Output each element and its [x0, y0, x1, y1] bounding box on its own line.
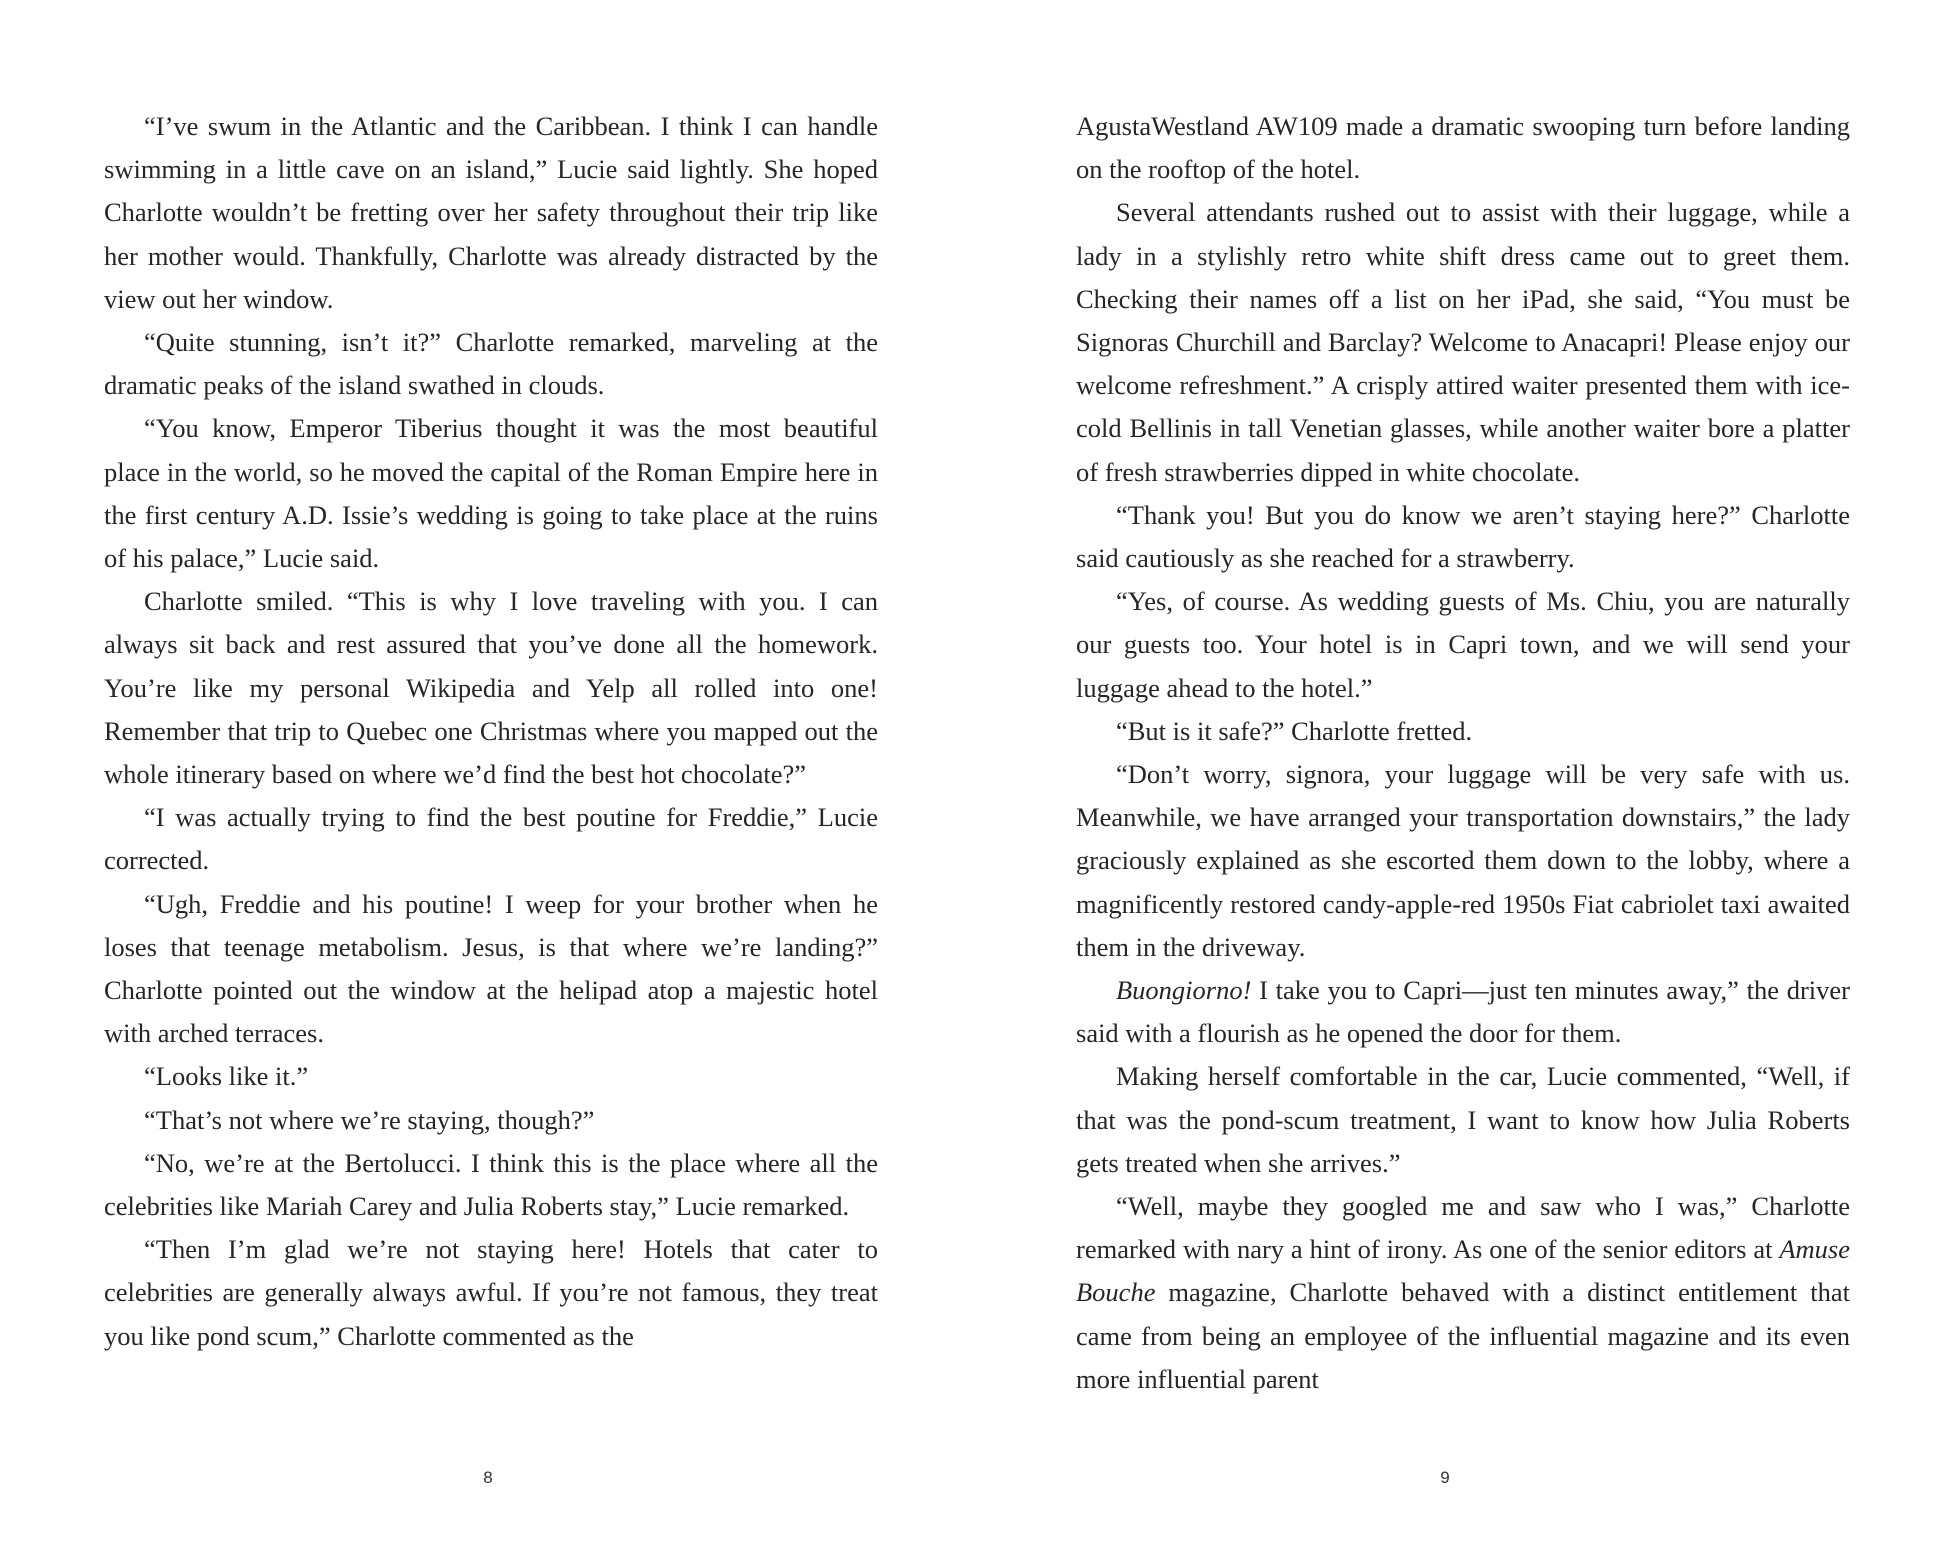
page-number: 9 [1440, 1468, 1450, 1487]
paragraph: “Quite stunning, isn’t it?” Charlotte remarked, marveling at the dramatic peaks of the island swathed in clouds. [104, 327, 878, 401]
paragraph: Making herself comfortable in the car, Lucie commented, “Well, if that was the pond-scum treatment, I want to know how Julia Roberts gets treated when she arrives.” [1076, 1061, 1850, 1178]
paragraph-text: “Well, maybe they googled me and saw who I was,” Charlotte remarked with nary a hint of irony. As one of the senior editors at [1076, 1191, 1850, 1265]
paragraph: “Yes, of course. As wedding guests of Ms. Chiu, you are naturally our guests too. Your hotel is in Capri town, and we will send your luggage ahead to the hotel.” [1076, 586, 1850, 703]
paragraph: “I was actually trying to find the best poutine for Freddie,” Lucie corrected. [104, 802, 878, 876]
paragraph: “Don’t worry, signora, your luggage will be very safe with us. Meanwhile, we have arranged your transportation downstairs,” the lady graciously explained as she escorted them down to the lobby, where a magnificently restored candy-apple-red 1950s Fiat cabriolet taxi awaited them in the driveway. [1076, 759, 1850, 962]
paragraph-text: I take you to Capri—just ten minutes away,” the driver said with a flourish as he opened the door for them. [1076, 975, 1850, 1049]
paragraph-text: magazine, Charlotte behaved with a distinct entitlement that came from being an employee of the influential magazine and its even more influential parent [1076, 1277, 1850, 1394]
paragraph: “Ugh, Freddie and his poutine! I weep for your brother when he loses that teenage metabolism. Jesus, is that where we’re landing?” Charlotte pointed out the window at the helipad atop a majestic hotel with arched terraces. [104, 888, 878, 1049]
left-page [0, 0, 971, 1548]
paragraph [1076, 969, 1850, 1055]
paragraph [1076, 1185, 1850, 1401]
paragraph: Several attendants rushed out to assist with their luggage, while a lady in a stylishly retro white shift dress came out to greet them. Checking their names off a list on her iPad, she said, “You must be Signoras Churchill and Barclay? Welcome to Anacapri! Please enjoy our welcome refreshment.” A crisply attired waiter presented them with ice-cold Bellinis in tall Venetian glasses, while another waiter bore a platter of fresh strawberries dipped in white chocolate. [1076, 197, 1850, 487]
paragraph: “You know, Emperor Tiberius thought it was the most beautiful place in the world, so he moved the capital of the Roman Empire here in the first century A.D. Issie’s wedding is going to take place at the ruins of his palace,” Lucie said. [104, 413, 878, 574]
paragraph: “I’ve swum in the Atlantic and the Caribbean. I think I can handle swimming in a little cave on an island,” Lucie said lightly. She hoped Charlotte wouldn’t be fretting over her safety throughout their trip like her mother would. Thankfully, Charlotte was already distracted by the view out her window. [104, 111, 878, 314]
paragraph: “That’s not where we’re staying, though?” [144, 1104, 595, 1135]
left-page-text [104, 105, 878, 1358]
paragraph: “Then I’m glad we’re not staying here! Hotels that cater to celebrities are generally always awful. If you’re not famous, they treat you like pond scum,” Charlotte commented as the [104, 1234, 878, 1351]
paragraph: “No, we’re at the Bertolucci. I think this is the place where all the celebrities like Mariah Carey and Julia Roberts stay,” Lucie remarked. [104, 1147, 878, 1222]
page-number: 8 [483, 1468, 493, 1487]
continued-paragraph: AgustaWestland AW109 made a dramatic swooping turn before landing on the rooftop of the hotel. [1076, 111, 1850, 185]
paragraph: “But is it safe?” Charlotte fretted. [1116, 715, 1473, 746]
paragraph: “Looks like it.” [144, 1061, 309, 1092]
right-page [971, 0, 1943, 1548]
paragraph: “Thank you! But you do know we aren’t staying here?” Charlotte said cautiously as she reached for a strawberry. [1076, 499, 1850, 574]
paragraph: Charlotte smiled. “This is why I love traveling with you. I can always sit back and rest assured that you’ve done all the homework. You’re like my personal Wikipedia and Yelp all rolled into one! Remember that trip to Quebec one Christmas where you mapped out the whole itinerary based on where we’d find the best hot chocolate?” [104, 586, 878, 790]
italic-phrase: Buongiorno! [1116, 975, 1252, 1006]
right-page-text [1076, 105, 1850, 1401]
magazine-title: Amuse Bouche [1076, 1234, 1850, 1308]
